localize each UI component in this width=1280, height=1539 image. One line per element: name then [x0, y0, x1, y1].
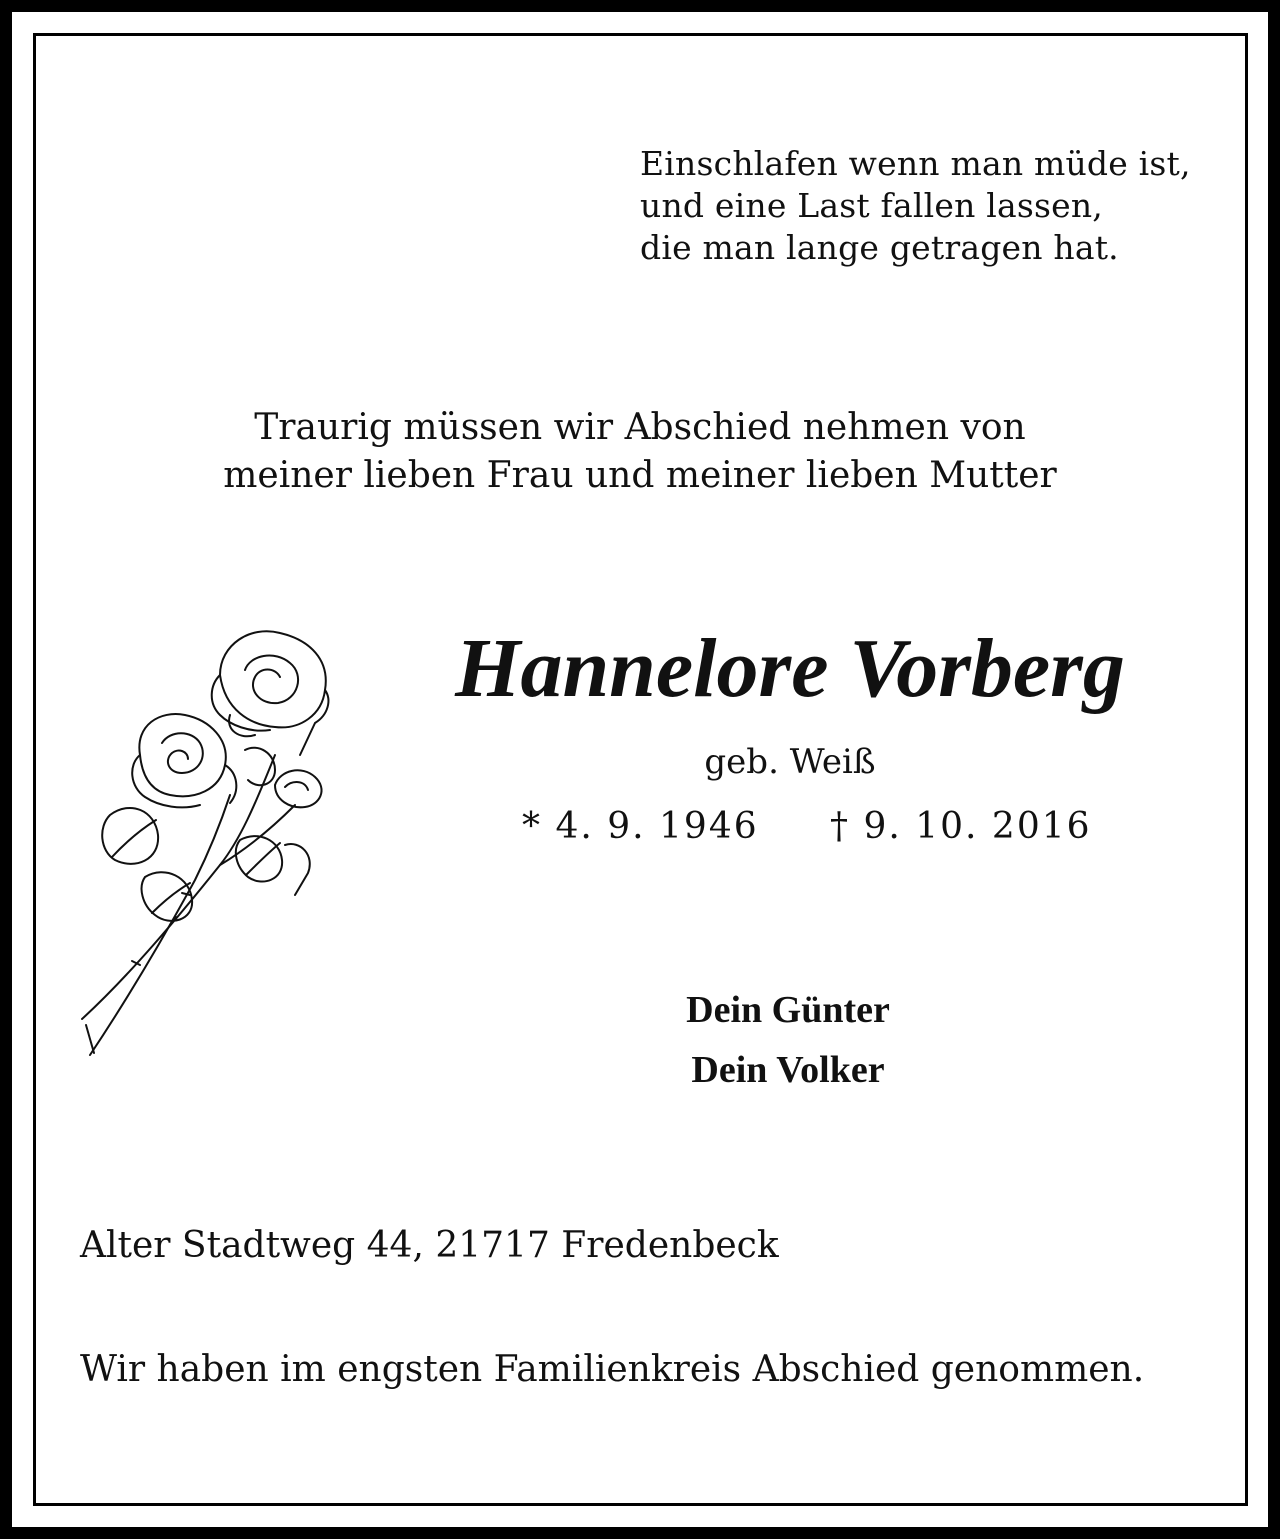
deceased-name: Hannelore Vorberg — [455, 622, 1125, 715]
poem-line: und eine Last fallen lassen, — [640, 186, 1103, 225]
maiden-name: geb. Weiß — [704, 742, 876, 782]
closing-note: Wir haben im engsten Familienkreis Abschied genommen. — [80, 1349, 1145, 1390]
signer-name: Dein Günter — [686, 989, 890, 1031]
signers — [588, 980, 988, 1100]
signer-name: Dein Volker — [691, 1049, 885, 1091]
poem-line: die man lange getragen hat. — [640, 228, 1119, 267]
intro-line: meiner lieben Frau und meiner lieben Mutter — [223, 455, 1057, 496]
poem-verse — [640, 143, 1240, 269]
address: Alter Stadtweg 44, 21717 Fredenbeck — [80, 1225, 779, 1266]
death-date: † 9. 10. 2016 — [830, 806, 1092, 847]
roses-illustration-icon — [70, 615, 350, 1065]
intro-text — [100, 404, 1180, 500]
intro-line: Traurig müssen wir Abschied nehmen von — [254, 407, 1026, 448]
poem-line: Einschlafen wenn man müde ist, — [640, 144, 1191, 183]
birth-date: * 4. 9. 1946 — [522, 806, 759, 847]
